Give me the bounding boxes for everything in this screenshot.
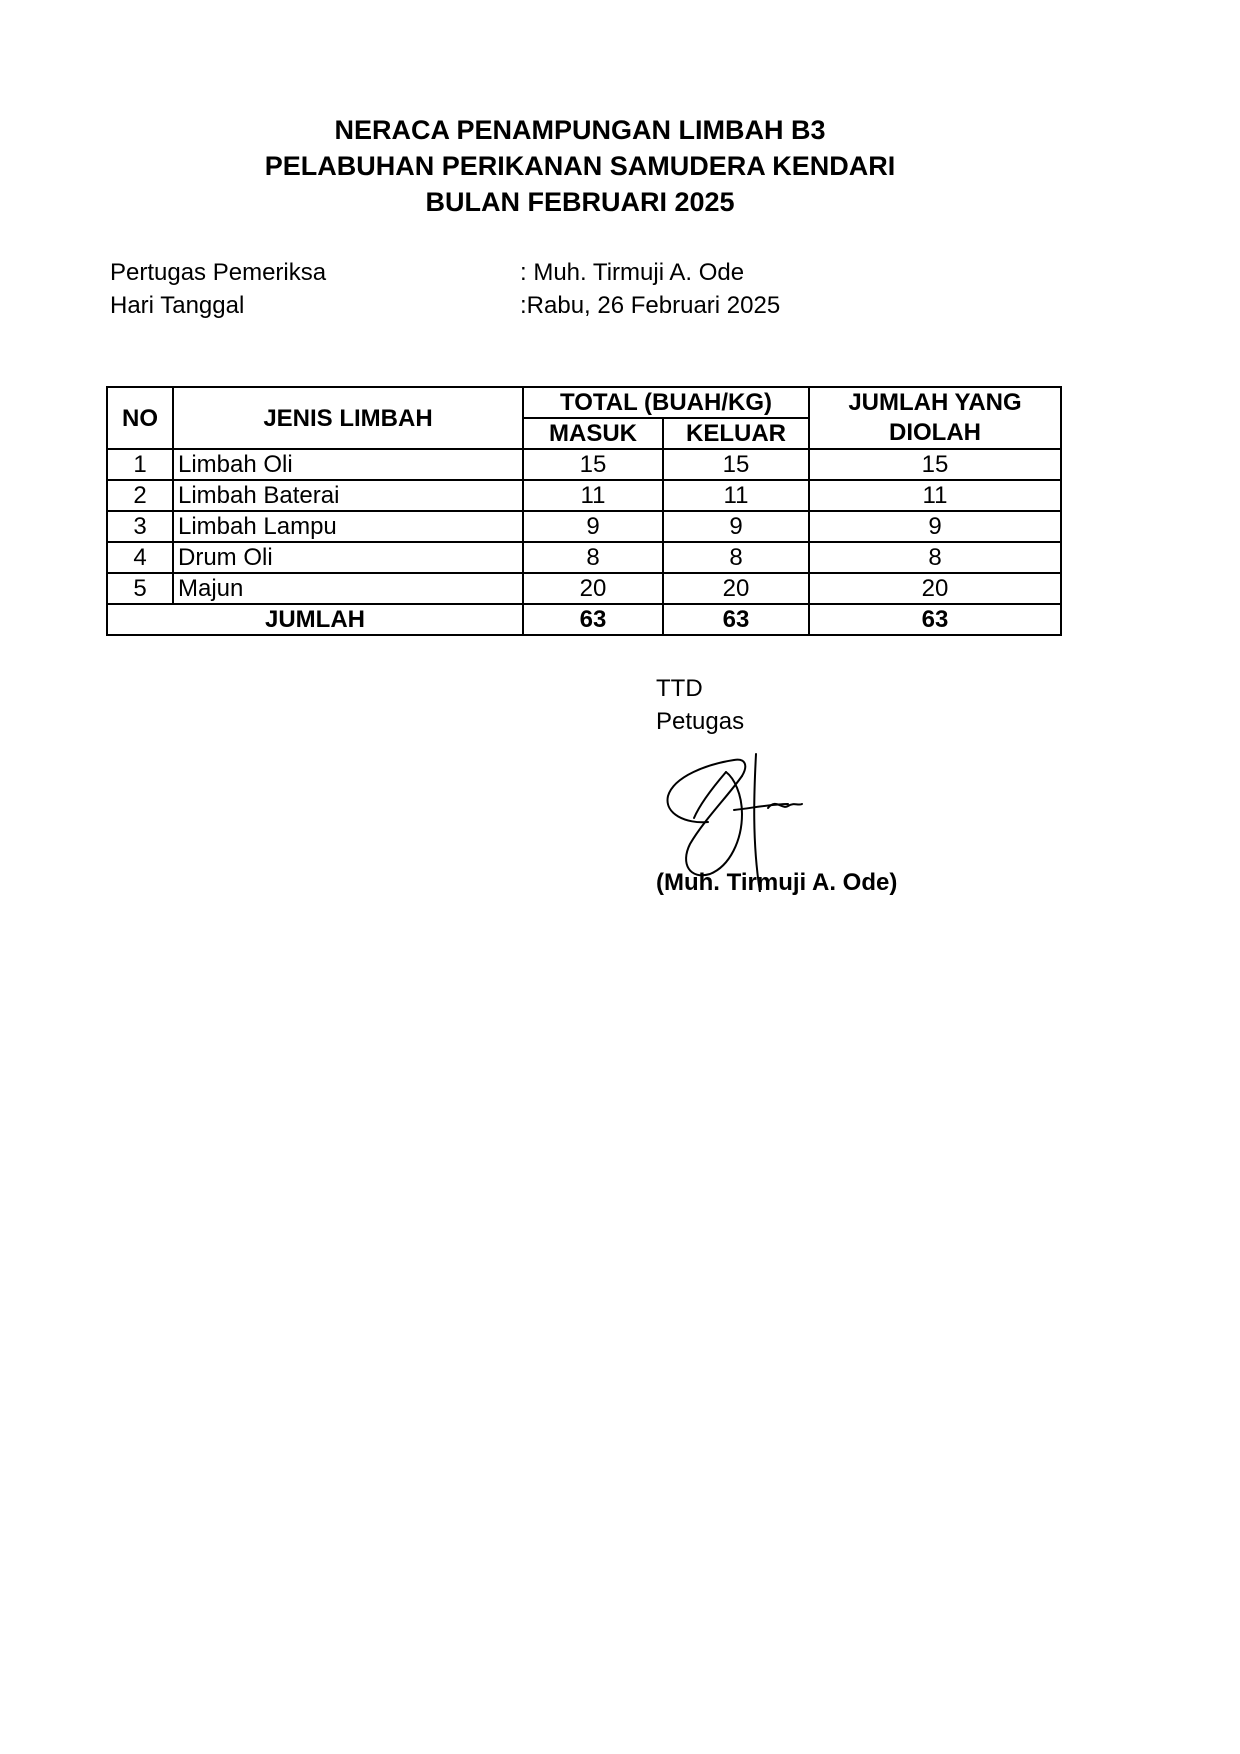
header-jumlah-diolah-line2: DIOLAH (889, 419, 981, 446)
cell-jenis: Limbah Oli (173, 449, 523, 480)
header-keluar: KELUAR (663, 418, 809, 449)
title-line-2: PELABUHAN PERIKANAN SAMUDERA KENDARI (264, 151, 896, 181)
cell-diolah: 11 (809, 480, 1061, 511)
date-label: Hari Tanggal (110, 292, 245, 319)
signature-ttd: TTD (656, 675, 703, 702)
cell-jenis: Limbah Lampu (173, 511, 523, 542)
date-row (110, 289, 910, 322)
document-title (0, 112, 1160, 220)
total-keluar: 63 (663, 604, 809, 635)
header-masuk: MASUK (523, 418, 663, 449)
cell-keluar: 9 (663, 511, 809, 542)
document-meta (110, 256, 910, 322)
title-line-3: BULAN FEBRUARI 2025 (425, 187, 735, 217)
cell-no: 2 (107, 480, 173, 511)
header-jenis-limbah: JENIS LIMBAH (173, 387, 523, 449)
signature-name: (Muh. Tirmuji A. Ode) (656, 869, 898, 896)
cell-masuk: 11 (523, 480, 663, 511)
table-row (107, 573, 1061, 604)
cell-diolah: 9 (809, 511, 1061, 542)
date-value: :Rabu, 26 Februari 2025 (520, 292, 781, 319)
cell-no: 5 (107, 573, 173, 604)
cell-diolah: 15 (809, 449, 1061, 480)
signature-role: Petugas (656, 708, 745, 735)
total-diolah: 63 (809, 604, 1061, 635)
cell-no: 3 (107, 511, 173, 542)
title-line-1: NERACA PENAMPUNGAN LIMBAH B3 (334, 115, 826, 145)
header-jumlah-diolah-line1: JUMLAH YANG (848, 389, 1022, 416)
header-no: NO (107, 387, 173, 449)
cell-keluar: 20 (663, 573, 809, 604)
total-masuk: 63 (523, 604, 663, 635)
cell-diolah: 8 (809, 542, 1061, 573)
table-header-row (107, 387, 1061, 418)
header-jumlah-diolah (809, 387, 1061, 449)
cell-masuk: 8 (523, 542, 663, 573)
cell-diolah: 20 (809, 573, 1061, 604)
cell-keluar: 8 (663, 542, 809, 573)
waste-balance-table (106, 386, 1062, 636)
table-row (107, 449, 1061, 480)
cell-masuk: 20 (523, 573, 663, 604)
table-row (107, 542, 1061, 573)
table-row (107, 480, 1061, 511)
inspector-row (110, 256, 910, 289)
header-total: TOTAL (BUAH/KG) (523, 387, 809, 418)
signature-block (656, 672, 744, 738)
cell-jenis: Limbah Baterai (173, 480, 523, 511)
total-row (107, 604, 1061, 635)
cell-jenis: Drum Oli (173, 542, 523, 573)
total-label: JUMLAH (107, 604, 523, 635)
table-row (107, 511, 1061, 542)
cell-masuk: 15 (523, 449, 663, 480)
cell-keluar: 11 (663, 480, 809, 511)
cell-no: 1 (107, 449, 173, 480)
cell-masuk: 9 (523, 511, 663, 542)
cell-jenis: Majun (173, 573, 523, 604)
cell-keluar: 15 (663, 449, 809, 480)
inspector-value: : Muh. Tirmuji A. Ode (520, 259, 745, 286)
cell-no: 4 (107, 542, 173, 573)
inspector-label: Pertugas Pemeriksa (110, 259, 327, 286)
